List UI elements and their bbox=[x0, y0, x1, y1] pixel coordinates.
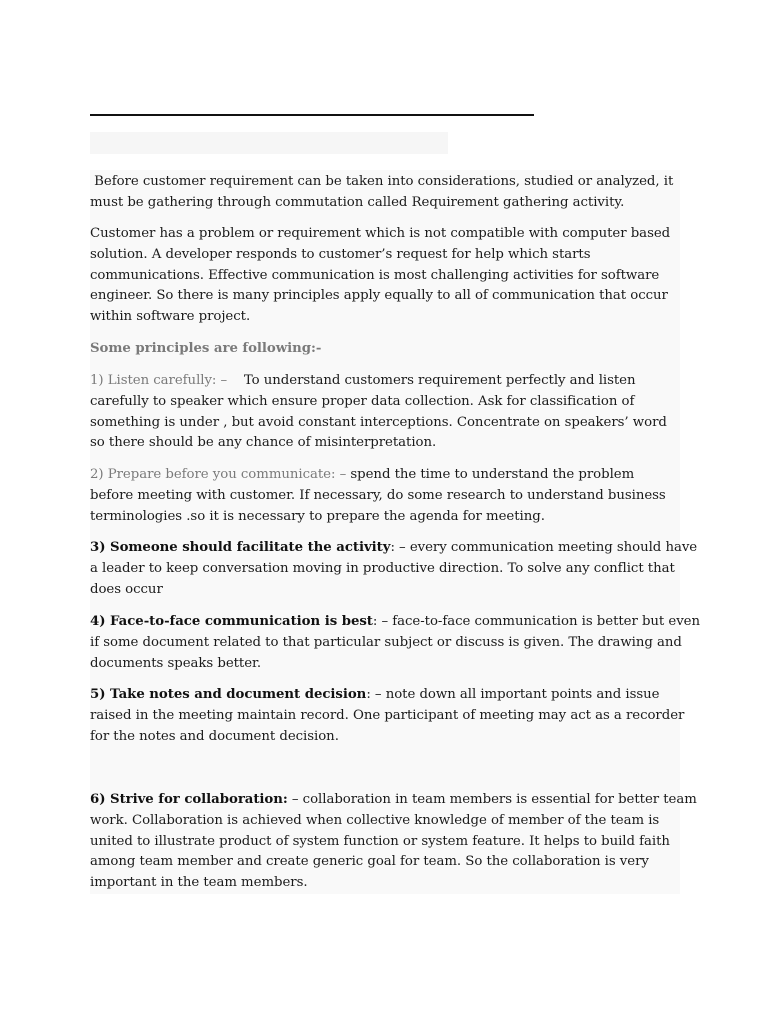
text-line bbox=[90, 538, 698, 559]
principle-text: spend the time to understand the problem bbox=[346, 467, 635, 482]
principle-text: : – note down all important points and issue bbox=[366, 687, 660, 702]
principle-3 bbox=[90, 538, 698, 600]
title-underline bbox=[90, 114, 534, 116]
text-line: solution. A developer responds to customer’s request for help which starts bbox=[90, 246, 591, 262]
text-line: a leader to keep conversation moving in productive direction. To solve any conflict that bbox=[90, 560, 675, 576]
text-line bbox=[90, 465, 680, 486]
text-line: must be gathering through commutation called Requirement gathering activity. bbox=[90, 194, 625, 210]
document-body bbox=[90, 170, 701, 894]
principle-title: 4) Face-to-face communication is best bbox=[90, 614, 373, 629]
text-line bbox=[90, 612, 701, 633]
text-line bbox=[90, 790, 697, 811]
text-line: documents speaks better. bbox=[90, 655, 262, 671]
principle-title: 1) Listen carefully: – bbox=[90, 373, 228, 388]
text-line: before meeting with customer. If necessary, do some research to understand business bbox=[90, 487, 666, 503]
principle-text: : – every communication meeting should have bbox=[390, 540, 698, 555]
principle-text: To understand customers requirement perfectly and listen bbox=[227, 373, 636, 388]
principle-title: 5) Take notes and document decision bbox=[90, 687, 367, 702]
text-line bbox=[90, 685, 680, 706]
text-line: among team member and create generic goal for team. So the collaboration is very bbox=[90, 854, 649, 870]
title-placeholder bbox=[90, 132, 448, 154]
intro-paragraph bbox=[90, 172, 680, 214]
text-line: communications. Effective communication is most challenging activities for software bbox=[90, 267, 660, 283]
text-line: for the notes and document decision. bbox=[90, 728, 339, 744]
principle-title: 2) Prepare before you communicate: – bbox=[90, 467, 347, 482]
principle-title: 3) Someone should facilitate the activity bbox=[90, 540, 391, 555]
text-line: does occur bbox=[90, 581, 163, 597]
principle-6 bbox=[90, 790, 697, 894]
context-paragraph bbox=[90, 224, 680, 328]
text-line: Before customer requirement can be taken into considerations, studied or analyzed, it bbox=[90, 174, 674, 189]
text-line: carefully to speaker which ensure proper data collection. Ask for classification of bbox=[90, 393, 635, 409]
principle-title: 6) Strive for collaboration: bbox=[90, 792, 288, 807]
text-line: raised in the meeting maintain record. One participant of meeting may act as a recorder bbox=[90, 707, 685, 723]
principle-2 bbox=[90, 465, 680, 527]
principle-1 bbox=[90, 371, 680, 454]
text-line bbox=[90, 371, 680, 392]
text-line: Customer has a problem or requirement which is not compatible with computer based bbox=[90, 226, 671, 241]
principle-text: – collaboration in team members is essential for better team bbox=[287, 792, 697, 807]
principles-heading: Some principles are following:- bbox=[90, 341, 322, 356]
text-line: terminologies .so it is necessary to prepare the agenda for meeting. bbox=[90, 508, 545, 524]
text-line: engineer. So there is many principles apply equally to all of communication that occur bbox=[90, 288, 668, 304]
text-line: important in the team members. bbox=[90, 875, 308, 891]
text-line: so there should be any chance of misinterpretation. bbox=[90, 435, 437, 451]
text-line: within software project. bbox=[90, 309, 251, 325]
text-line: something is under , but avoid constant interceptions. Concentrate on speakers’ word bbox=[90, 414, 667, 430]
principle-4 bbox=[90, 612, 701, 674]
text-line: united to illustrate product of system function or system feature. It helps to build faith bbox=[90, 833, 670, 849]
principle-text: : – face-to-face communication is better but even bbox=[372, 614, 701, 629]
text-line: if some document related to that particular subject or discuss is given. The drawing and bbox=[90, 634, 682, 650]
text-line: work. Collaboration is achieved when collective knowledge of member of the team is bbox=[90, 812, 660, 828]
principle-5 bbox=[90, 685, 685, 747]
